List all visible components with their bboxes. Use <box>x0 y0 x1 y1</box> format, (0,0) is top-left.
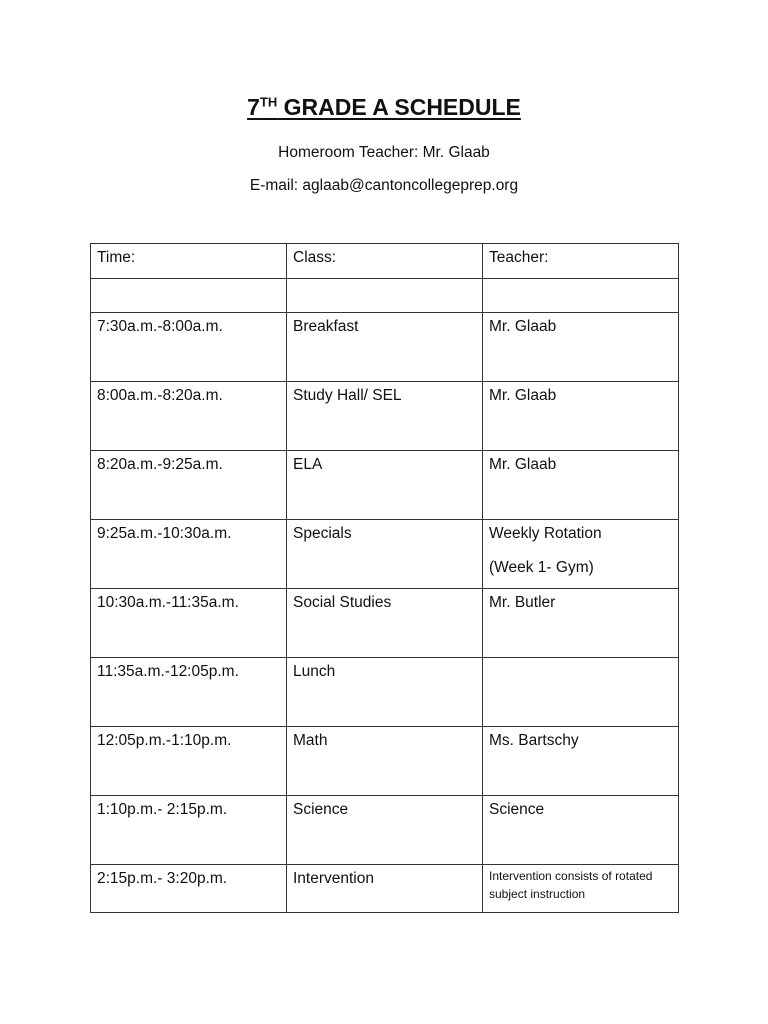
header-class: Class: <box>287 244 483 279</box>
homeroom-teacher: Homeroom Teacher: Mr. Glaab <box>278 144 490 161</box>
teacher-cell <box>483 658 679 727</box>
title-number: 7 <box>247 94 260 120</box>
table-row <box>91 520 679 589</box>
table-header-row <box>91 244 679 279</box>
teacher-cell: Ms. Bartschy <box>483 727 679 796</box>
time-cell: 7:30a.m.-8:00a.m. <box>91 313 287 382</box>
teacher-cell <box>483 520 679 589</box>
time-cell: 1:10p.m.- 2:15p.m. <box>91 796 287 865</box>
table-row <box>91 658 679 727</box>
class-cell: Social Studies <box>287 589 483 658</box>
title-superscript: TH <box>259 94 278 110</box>
time-cell: 11:35a.m.-12:05p.m. <box>91 658 287 727</box>
table-row <box>91 313 679 382</box>
class-cell: Specials <box>287 520 483 589</box>
table-cell-empty <box>483 279 679 313</box>
header-teacher: Teacher: <box>483 244 679 279</box>
class-cell: Breakfast <box>287 313 483 382</box>
time-cell: 8:00a.m.-8:20a.m. <box>91 382 287 451</box>
table-cell-empty <box>287 279 483 313</box>
teacher-email: E-mail: aglaab@cantoncollegeprep.org <box>249 177 519 194</box>
table-row <box>91 865 679 913</box>
table-cell-empty <box>91 279 287 313</box>
table-empty-row <box>91 279 679 313</box>
teacher-cell: Mr. Butler <box>483 589 679 658</box>
time-cell: 8:20a.m.-9:25a.m. <box>91 451 287 520</box>
time-cell: 12:05p.m.-1:10p.m. <box>91 727 287 796</box>
teacher-line-1: Weekly Rotation <box>489 525 602 542</box>
schedule-table <box>90 243 679 913</box>
intervention-note: Intervention consists of rotated subject instruction <box>489 869 653 901</box>
table-row <box>91 382 679 451</box>
time-cell: 9:25a.m.-10:30a.m. <box>91 520 287 589</box>
table-row <box>91 451 679 520</box>
class-cell: Math <box>287 727 483 796</box>
class-cell: Intervention <box>287 865 483 913</box>
class-cell: Lunch <box>287 658 483 727</box>
page-title <box>0 94 768 121</box>
table-row <box>91 727 679 796</box>
teacher-cell: Mr. Glaab <box>483 451 679 520</box>
class-cell: Study Hall/ SEL <box>287 382 483 451</box>
teacher-cell: Science <box>483 796 679 865</box>
teacher-cell: Mr. Glaab <box>483 313 679 382</box>
time-cell: 2:15p.m.- 3:20p.m. <box>91 865 287 913</box>
teacher-line-2: (Week 1- Gym) <box>489 559 594 576</box>
title-text: GRADE A SCHEDULE <box>277 94 521 120</box>
class-cell: ELA <box>287 451 483 520</box>
table-row <box>91 589 679 658</box>
table-row <box>91 796 679 865</box>
class-cell: Science <box>287 796 483 865</box>
teacher-cell <box>483 865 679 913</box>
time-cell: 10:30a.m.-11:35a.m. <box>91 589 287 658</box>
header-time: Time: <box>91 244 287 279</box>
teacher-cell: Mr. Glaab <box>483 382 679 451</box>
